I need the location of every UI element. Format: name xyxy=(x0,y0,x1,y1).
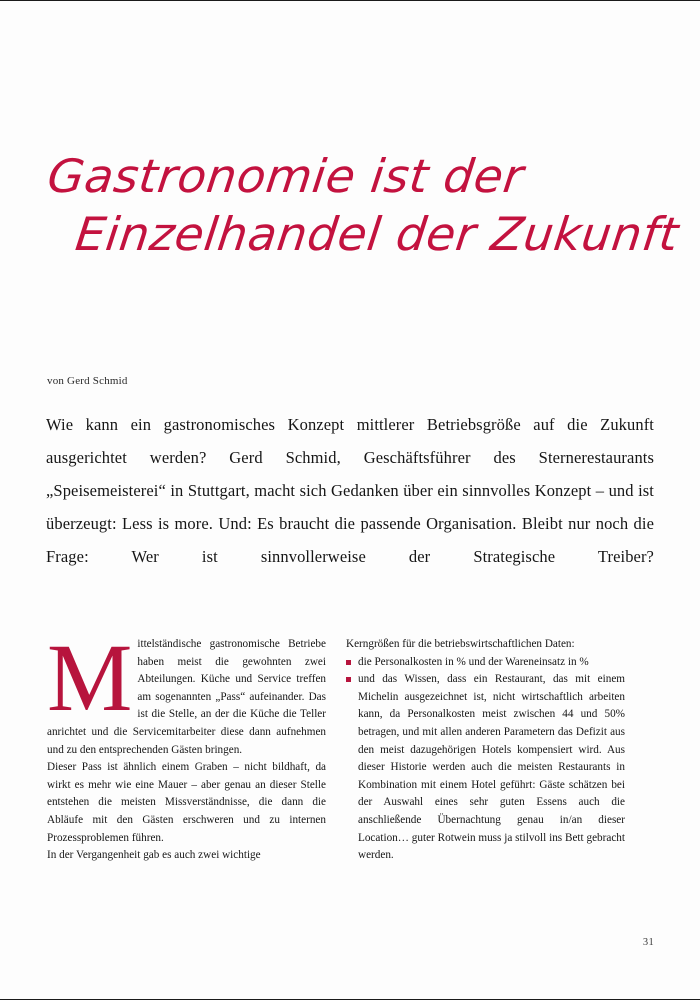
drop-cap: M xyxy=(47,624,133,731)
article-byline: von Gerd Schmid xyxy=(47,375,128,387)
page-number: 31 xyxy=(642,937,654,948)
article-headline xyxy=(44,148,682,264)
body-paragraph xyxy=(47,624,326,759)
square-bullet-icon xyxy=(346,677,351,682)
body-paragraph-1-text: ittelständische gastronomische Betriebe haben meist die gewohnten zwei Abteilungen. Küche und Service treffen am sogenannten „Pass“ aufeinander. Das ist die Stelle, an der die Küche die Teller anrichtet und die Servicemitarbeiter diese dann aufnehmen und zu den entsprechenden Gästen bringen. xyxy=(47,638,326,756)
list-item xyxy=(346,654,625,672)
square-bullet-icon xyxy=(346,660,351,665)
key-figures-list xyxy=(346,654,625,865)
article-body-columns xyxy=(47,624,654,896)
body-paragraph: In der Vergangenheit gab es auch zwei wichtige xyxy=(47,849,261,862)
body-column-right xyxy=(346,636,625,865)
page-top-edge xyxy=(0,0,700,1)
bullets-intro-text: Kerngrößen für die betriebswirtschaftlichen Daten: xyxy=(346,638,575,650)
list-item-text: und das Wissen, dass ein Restaurant, das mit einem Michelin ausgezeichnet ist, nicht wirtschaftlich arbeiten kann, da Personalkosten meist zwischen 44 und 50% betragen, und mit allen anderen Parametern das Defizit aus den meist dazugehörigen Hotels kompensiert wird. Aus dieser Historie werden auch die meisten Restaurants in Kombination mit einem Hotel geführt: Gäste schätzen bei der Auswahl eines sehr guten Essens auch die anschließende Übernachtung genau in/an dieser Location… guter Rotwein muss ja stilvoll ins Bett gebracht werden. xyxy=(358,673,625,862)
headline-line-2: Einzelhandel der Zukunft xyxy=(72,207,682,261)
headline-line-1: Gastronomie ist der xyxy=(44,149,527,203)
body-paragraph: Dieser Pass ist ähnlich einem Graben – nicht bildhaft, da wirkt es mehr wie eine Mauer – aber genau an dieser Stelle entstehen die meisten Missverständnisse, die dann die Abläufe mit den Gästen erschweren und zu internen Prozessproblemen führen. xyxy=(47,761,326,844)
body-column-left xyxy=(47,624,326,865)
list-item xyxy=(346,671,625,865)
list-item-text: die Personalkosten in % und der Wareneinsatz in % xyxy=(358,655,589,668)
article-lead-paragraph: Wie kann ein gastronomisches Konzept mittlerer Betriebsgröße auf die Zukunft ausgerichtet werden? Gerd Schmid, Geschäftsführer des Sternerestaurants „Speisemeisterei“ in Stuttgart, macht sich Gedanken über ein sinnvolles Konzept – und ist überzeugt: Less is more. Und: Es braucht die passende Organisation. Bleibt nur noch die Frage: Wer ist sinnvollerweise der Strategische Treiber? xyxy=(46,415,654,566)
